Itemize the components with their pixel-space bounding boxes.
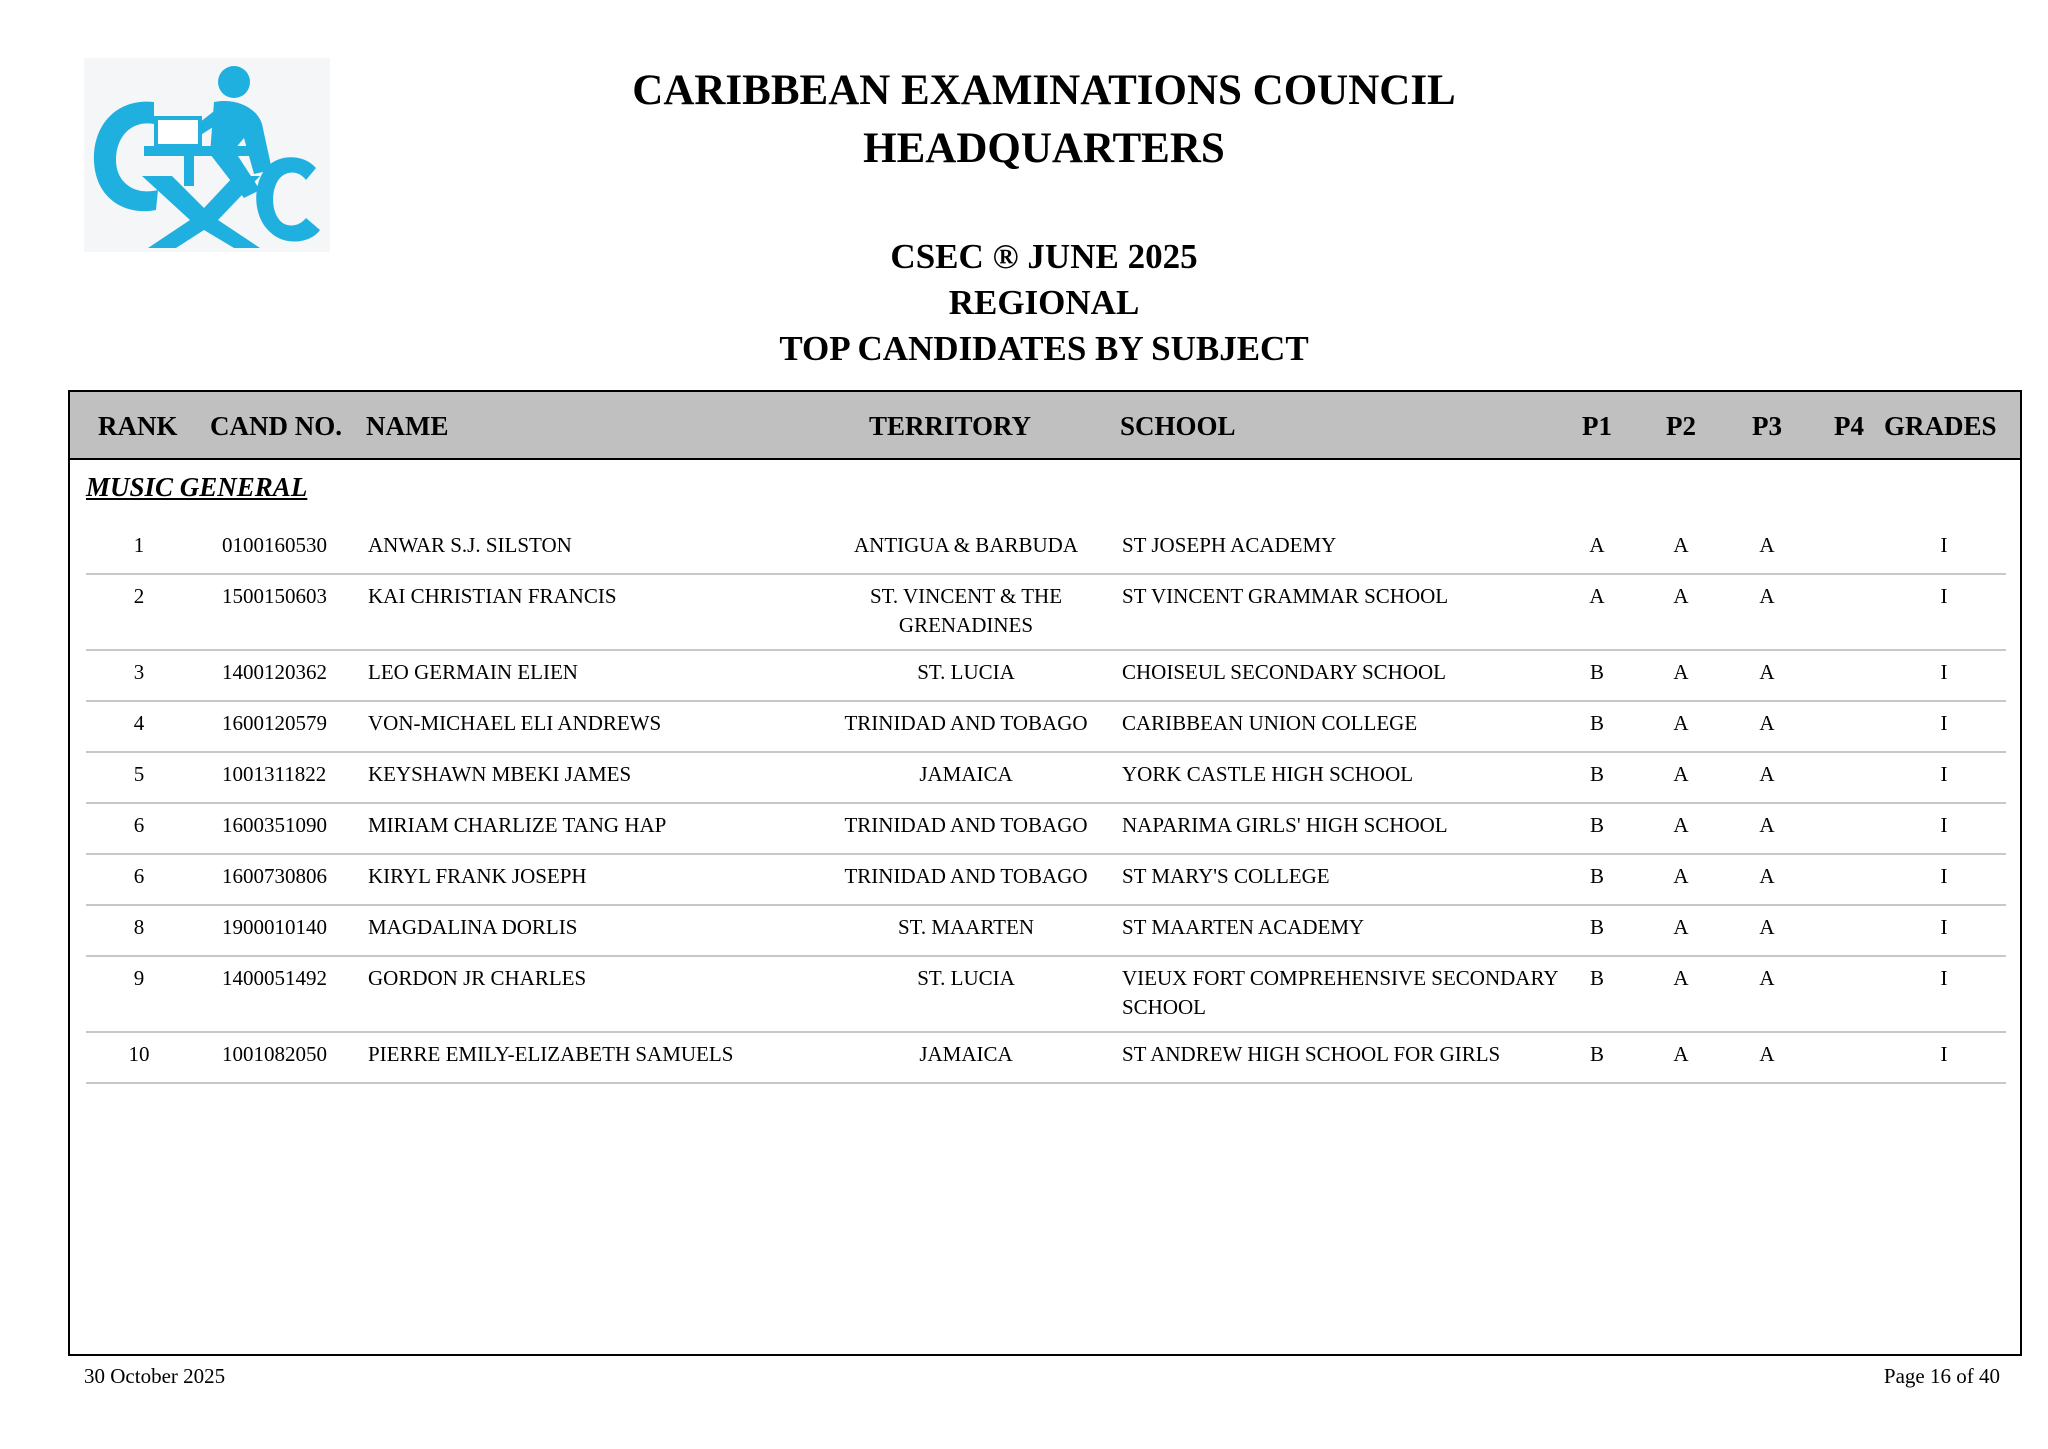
table-header	[70, 392, 2020, 460]
page-number: Page 16 of 40	[1883, 1364, 2000, 1388]
overall-grade-cell: I	[1940, 533, 1948, 557]
overall-grade-cell: I	[1940, 966, 1948, 990]
school-cell: CHOISEUL SECONDARY SCHOOL	[1122, 660, 1446, 684]
paper2-grade-cell: A	[1673, 584, 1689, 608]
results-table	[68, 390, 2022, 1356]
school-cell: NAPARIMA GIRLS' HIGH SCHOOL	[1122, 813, 1448, 837]
paper2-grade-cell: A	[1673, 966, 1689, 990]
school-cell: YORK CASTLE HIGH SCHOOL	[1122, 762, 1414, 786]
overall-grade-cell: I	[1940, 1042, 1948, 1066]
org-name: CARIBBEAN EXAMINATIONS COUNCIL	[632, 67, 1456, 114]
paper1-grade-cell: B	[1589, 762, 1604, 786]
paper1-grade-cell: B	[1589, 813, 1604, 837]
school-cell: ST ANDREW HIGH SCHOOL FOR GIRLS	[1122, 1042, 1501, 1066]
overall-grade-cell: I	[1940, 813, 1948, 837]
school-cell: ST MAARTEN ACADEMY	[1122, 915, 1365, 939]
rank-cell: 6	[133, 864, 145, 888]
candidate-name-cell: KIRYL FRANK JOSEPH	[368, 864, 587, 888]
overall-grade-cell: I	[1940, 762, 1948, 786]
candidate-name-cell: GORDON JR CHARLES	[368, 966, 587, 990]
territory-cell: ST. LUCIA	[917, 966, 1015, 990]
paper2-grade-cell: A	[1673, 1042, 1689, 1066]
paper1-grade-cell: B	[1589, 1042, 1604, 1066]
rank-cell: 10	[128, 1042, 150, 1066]
paper3-grade-cell: A	[1759, 813, 1775, 837]
paper1-grade-cell: B	[1589, 660, 1604, 684]
report-date: 30 October 2025	[84, 1364, 226, 1388]
paper3-grade-cell: A	[1759, 711, 1775, 735]
candidate-name-cell: MAGDALINA DORLIS	[368, 915, 578, 939]
cand-no-cell: 1500150603	[222, 584, 327, 608]
paper1-grade-cell: B	[1589, 711, 1604, 735]
overall-grade-cell: I	[1940, 864, 1948, 888]
paper3-grade-cell: A	[1759, 966, 1775, 990]
cand-no-cell: 1600120579	[222, 711, 327, 735]
overall-grade-cell: I	[1940, 711, 1948, 735]
col-p4-header: P4	[1834, 411, 1864, 441]
table-row	[86, 904, 2006, 957]
territory-cell: ST. MAARTEN	[897, 915, 1035, 939]
cand-no-cell: 1600730806	[222, 864, 327, 888]
col-p2-header: P2	[1666, 411, 1696, 441]
paper3-grade-cell: A	[1759, 864, 1775, 888]
table-row	[86, 700, 2006, 753]
table-row	[86, 955, 2006, 1033]
col-cand-no-header: CAND NO.	[210, 411, 342, 441]
paper2-grade-cell: A	[1673, 660, 1689, 684]
table-row	[86, 802, 2006, 855]
rank-cell: 3	[133, 660, 145, 684]
rank-cell: 6	[133, 813, 145, 837]
school-cell: ST MARY'S COLLEGE	[1122, 864, 1330, 888]
paper2-grade-cell: A	[1673, 915, 1689, 939]
paper3-grade-cell: A	[1759, 915, 1775, 939]
paper2-grade-cell: A	[1673, 711, 1689, 735]
candidate-name-cell: MIRIAM CHARLIZE TANG HAP	[368, 813, 667, 837]
paper3-grade-cell: A	[1759, 1042, 1775, 1066]
paper1-grade-cell: B	[1589, 864, 1604, 888]
paper3-grade-cell: A	[1759, 584, 1775, 608]
paper2-grade-cell: A	[1673, 813, 1689, 837]
school-cell: ST VINCENT GRAMMAR SCHOOL	[1122, 584, 1449, 608]
candidate-name-cell: VON-MICHAEL ELI ANDREWS	[368, 711, 662, 735]
rank-cell: 2	[133, 584, 145, 608]
page-title	[0, 62, 2048, 178]
cand-no-cell: 1600351090	[222, 813, 327, 837]
candidate-name-cell: ANWAR S.J. SILSTON	[368, 533, 572, 557]
table-row	[86, 649, 2006, 702]
report-title: TOP CANDIDATES BY SUBJECT	[779, 329, 1309, 368]
col-p3-header: P3	[1752, 411, 1782, 441]
paper1-grade-cell: A	[1589, 533, 1605, 557]
rank-cell: 1	[133, 533, 145, 557]
paper2-grade-cell: A	[1673, 533, 1689, 557]
paper3-grade-cell: A	[1759, 533, 1775, 557]
org-location: HEADQUARTERS	[863, 125, 1225, 172]
territory-cell: ST. LUCIA	[917, 660, 1015, 684]
col-name-header: NAME	[366, 411, 449, 441]
table-row	[86, 751, 2006, 804]
cand-no-cell: 1400120362	[222, 660, 327, 684]
rank-cell: 9	[133, 966, 145, 990]
cand-no-cell: 1900010140	[222, 915, 327, 939]
table-row	[86, 573, 2006, 651]
territory-cell: JAMAICA	[919, 1042, 1013, 1066]
paper3-grade-cell: A	[1759, 762, 1775, 786]
candidate-name-cell: KEYSHAWN MBEKI JAMES	[368, 762, 632, 786]
paper3-grade-cell: A	[1759, 660, 1775, 684]
cand-no-cell: 1001082050	[222, 1042, 327, 1066]
paper1-grade-cell: B	[1589, 966, 1604, 990]
paper2-grade-cell: A	[1673, 864, 1689, 888]
territory-cell: JAMAICA	[919, 762, 1013, 786]
rank-cell: 4	[133, 711, 145, 735]
school-cell: VIEUX FORT COMPREHENSIVE SECONDARY SCHOOL	[1122, 966, 1558, 1019]
subject-heading: MUSIC GENERAL	[86, 472, 308, 502]
col-p1-header: P1	[1582, 411, 1612, 441]
report-heading	[0, 234, 2048, 372]
scope-title: REGIONAL	[948, 283, 1140, 322]
rank-cell: 5	[133, 762, 145, 786]
exam-title: CSEC ® JUNE 2025	[890, 237, 1198, 276]
school-cell: CARIBBEAN UNION COLLEGE	[1122, 711, 1418, 735]
cand-no-cell: 1400051492	[222, 966, 327, 990]
rank-cell: 8	[133, 915, 145, 939]
paper1-grade-cell: A	[1589, 584, 1605, 608]
col-grades-header: GRADES	[1884, 411, 1997, 441]
overall-grade-cell: I	[1940, 584, 1948, 608]
candidate-name-cell: PIERRE EMILY-ELIZABETH SAMUELS	[368, 1042, 734, 1066]
territory-cell: ANTIGUA & BARBUDA	[853, 533, 1078, 557]
cand-no-cell: 0100160530	[222, 533, 327, 557]
paper2-grade-cell: A	[1673, 762, 1689, 786]
cand-no-cell: 1001311822	[222, 762, 327, 786]
school-cell: ST JOSEPH ACADEMY	[1122, 533, 1337, 557]
col-territory-header: TERRITORY	[868, 411, 1032, 441]
territory-cell: ST. VINCENT & THE GRENADINES	[869, 584, 1063, 637]
overall-grade-cell: I	[1940, 915, 1948, 939]
col-rank-header: RANK	[98, 411, 178, 441]
territory-cell: TRINIDAD AND TOBAGO	[844, 711, 1088, 735]
overall-grade-cell: I	[1940, 660, 1948, 684]
territory-cell: TRINIDAD AND TOBAGO	[844, 813, 1088, 837]
candidate-name-cell: KAI CHRISTIAN FRANCIS	[368, 584, 617, 608]
col-school-header: SCHOOL	[1120, 411, 1236, 441]
candidate-name-cell: LEO GERMAIN ELIEN	[368, 660, 578, 684]
table-row	[86, 853, 2006, 906]
table-row	[86, 522, 2006, 575]
table-row	[86, 1031, 2006, 1084]
territory-cell: TRINIDAD AND TOBAGO	[844, 864, 1088, 888]
paper1-grade-cell: B	[1589, 915, 1604, 939]
